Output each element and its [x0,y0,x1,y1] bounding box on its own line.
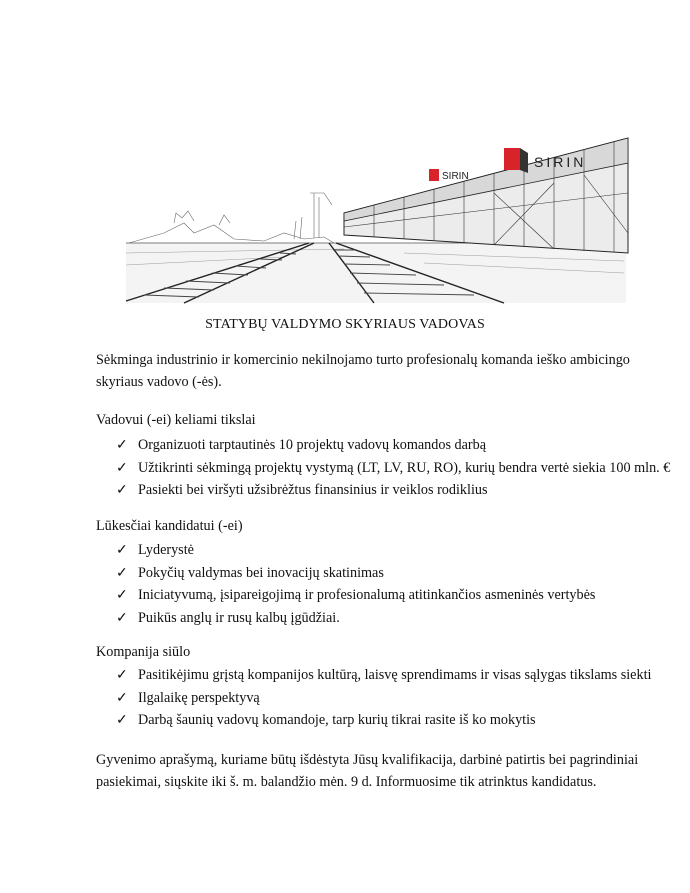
offer-list [116,664,676,732]
checkmark-icon: ✓ [116,689,128,706]
list-item: ✓ Pasiekti bei viršyti užsibrėžtus finansinius ir veiklos rodiklius [116,479,676,502]
brand-text-left: SIRIN [442,171,469,182]
section-heading-offer: Kompanija siūlo [96,644,191,660]
checkmark-icon: ✓ [116,712,128,728]
checkmark-icon: ✓ [116,667,128,683]
expectations-list [116,539,676,629]
closing-paragraph: Gyvenimo aprašymą, kuriame būtų išdėstyta Jūsų kvalifikacija, darbinė patirtis bei pagrindiniai pasiekimai, siųskite iki š. m. balandžio mėn. 9 d. Informuosime tik atrinktus kandidatus. [96,752,639,790]
brand-text-right: SIRIN [534,154,587,170]
checkmark-icon: ✓ [116,587,128,603]
page-title: STATYBŲ VALDYMO SKYRIAUS VADOVAS [205,317,485,332]
checkmark-icon: ✓ [116,542,128,558]
warehouse-railway-illustration [124,93,630,305]
checkmark-icon: ✓ [116,609,128,626]
intro-paragraph: Sėkminga industrinio ir komercinio nekilnojamo turto profesionalų komanda ieško ambicingo skyriaus vadovo (-ės). [96,352,630,390]
list-item: ✓ Pasitikėjimu grįstą kompanijos kultūrą, laisvę sprendimams ir visas sąlygas tikslams siekti [116,664,676,687]
list-item: ✓ Ilgalaikę perspektyvą [116,687,676,710]
list-item: ✓ Darbą šaunių vadovų komandoje, tarp kurių tikrai rasite iš ko mokytis [116,709,676,732]
list-item: ✓ Organizuoti tarptautinės 10 projektų vadovų komandos darbą [116,434,676,457]
list-item: ✓ Užtikrinti sėkmingą projektų vystymą (LT, LV, RU, RO), kurių bendra vertė siekia 100 mln. € [116,457,676,480]
checkmark-icon: ✓ [116,564,128,581]
background-sketch [129,193,334,243]
list-item: ✓ Iniciatyvumą, įsipareigojimą ir profesionalumą atitinkančios asmeninės vertybės [116,584,676,607]
ground [126,243,626,303]
goals-list [116,434,676,502]
section-heading-expectations: Lūkesčiai kandidatui (-ei) [96,518,243,534]
checkmark-icon: ✓ [116,482,128,498]
section-heading-goals: Vadovui (-ei) keliami tikslai [96,412,256,428]
checkmark-icon: ✓ [116,459,128,476]
list-item: ✓ Lyderystė [116,539,676,562]
list-item: ✓ Pokyčių valdymas bei inovacijų skatinimas [116,562,676,585]
list-item: ✓ Puikūs anglų ir rusų kalbų įgūdžiai. [116,607,676,630]
brand-logo-left [429,169,469,182]
checkmark-icon: ✓ [116,437,128,453]
